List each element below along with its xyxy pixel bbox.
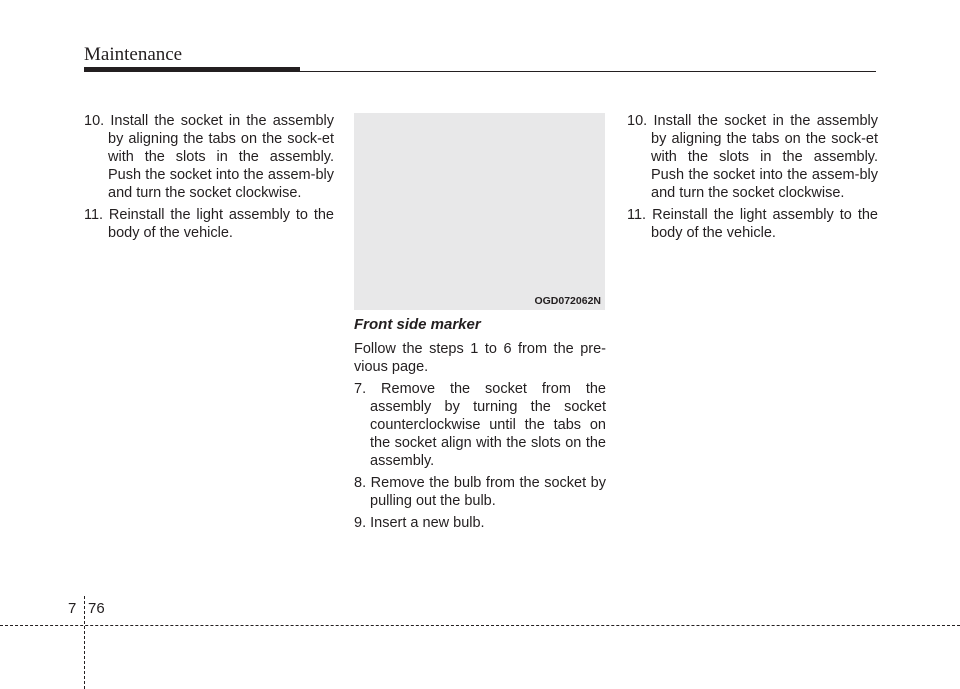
- intro-text: Follow the steps 1 to 6 from the pre-vious page.: [354, 341, 606, 375]
- page-number: 76: [88, 600, 105, 617]
- figure-code: OGD072062N: [534, 295, 601, 307]
- page-header-title: Maintenance: [84, 44, 183, 65]
- step-7: 7. Remove the socket from the assembly by turning the socket counterclockwise until the tabs on the socket align with the slots on the assembly.: [354, 381, 606, 469]
- step-10-right: 10. Install the socket in the assembly by aligning the tabs on the sock-et with the slots in the assembly. Push the socket into the assem-bly and turn the socket clockwise.: [627, 113, 878, 201]
- section-heading: Front side marker: [354, 316, 481, 333]
- step-8: 8. Remove the bulb from the socket by pulling out the bulb.: [354, 475, 606, 509]
- left-column: [84, 112, 334, 246]
- step-10: 10. Install the socket in the assembly by aligning the tabs on the sock-et with the slots in the assembly. Push the socket into the assem-bly and turn the socket clockwise.: [84, 113, 334, 201]
- header-accent-bar: [84, 67, 300, 72]
- step-9: 9. Insert a new bulb.: [354, 515, 485, 531]
- chapter-number: 7: [68, 600, 77, 617]
- footer-dashed-rule: [0, 625, 960, 626]
- header-rule: [300, 71, 876, 72]
- middle-column: [354, 316, 606, 536]
- right-column: [627, 112, 878, 246]
- step-11-right: 11. Reinstall the light assembly to the body of the vehicle.: [627, 207, 878, 241]
- step-11: 11. Reinstall the light assembly to the body of the vehicle.: [84, 207, 334, 241]
- figure-image: [354, 113, 605, 310]
- footer-dashed-divider: [84, 596, 85, 689]
